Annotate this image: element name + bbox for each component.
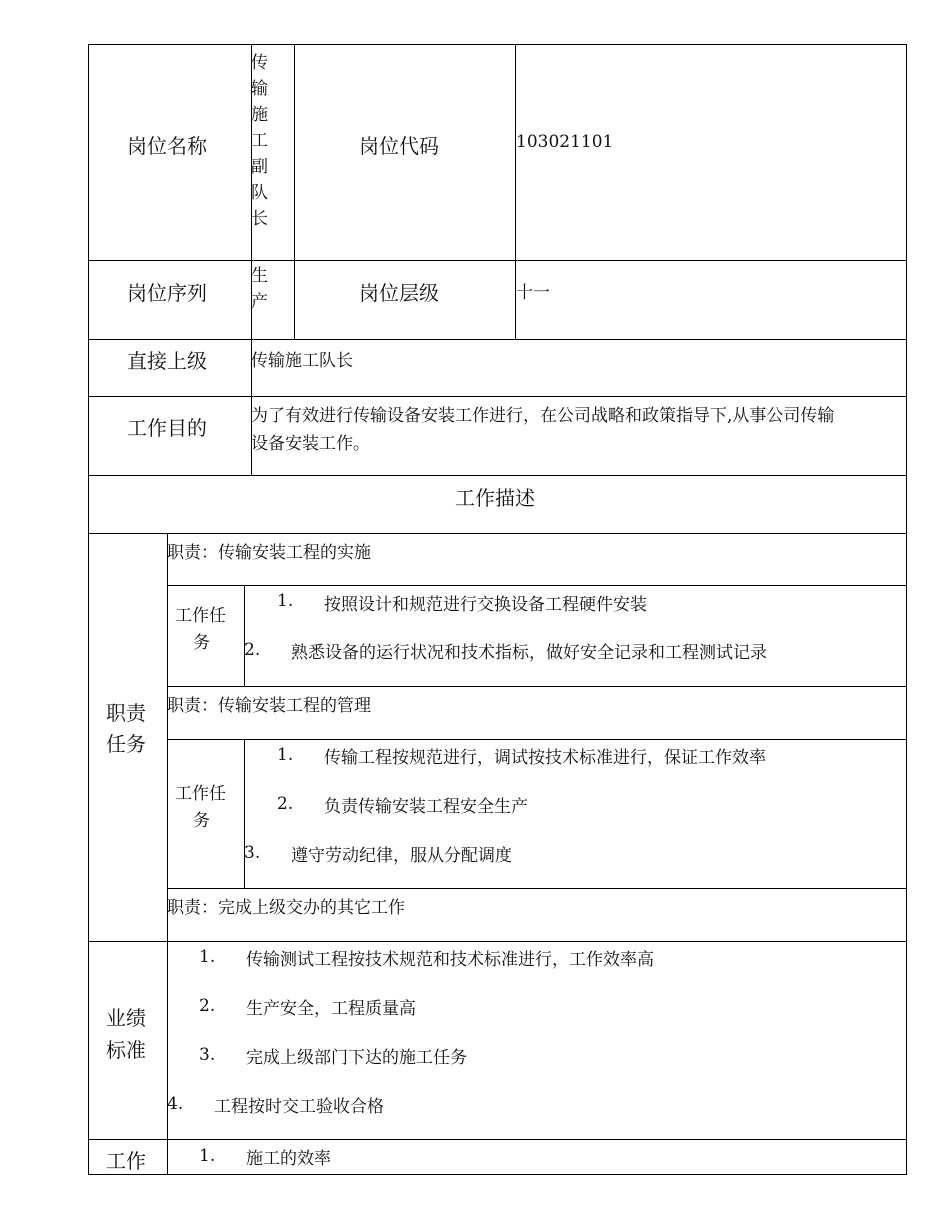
performance-2-text: 生产安全，工程质量高: [246, 999, 416, 1019]
duty-2-title: 职责：传输安装工程的管理: [167, 696, 371, 716]
performance-1-num: 1.: [199, 947, 216, 967]
label-direct-superior: 直接上级: [127, 349, 207, 373]
value-work-purpose-line2: 设备安装工作。: [251, 434, 370, 454]
value-position-name: 传输施工副队长: [251, 53, 268, 229]
work-item-1-num: 1.: [199, 1146, 216, 1166]
performance-4-text: 工程按时交工验收合格: [214, 1097, 384, 1117]
value-position-level: 十一: [516, 283, 550, 303]
label-position-code: 岗位代码: [359, 134, 439, 158]
performance-1-text: 传输测试工程按技术规范和技术标准进行，工作效率高: [246, 950, 654, 970]
duty-1-task-label-line1: 工作任: [175, 606, 226, 626]
value-position-code: 103021101: [516, 132, 614, 152]
duties-label-line2: 任务: [106, 732, 146, 756]
duty-1-task-1-text: 按照设计和规范进行交换设备工程硬件安装: [324, 595, 647, 615]
duties-label-line1: 职责: [106, 701, 146, 725]
performance-label-line2: 标准: [106, 1038, 146, 1062]
label-work-purpose: 工作目的: [127, 416, 207, 440]
cell-value-code: [515, 44, 907, 261]
value-direct-superior: 传输施工队长: [251, 351, 353, 371]
duty-1-task-1-num: 1.: [277, 591, 294, 611]
duty-1-title: 职责：传输安装工程的实施: [167, 543, 371, 563]
performance-4-num: 4.: [167, 1094, 184, 1114]
performance-3-text: 完成上级部门下达的施工任务: [246, 1048, 467, 1068]
performance-3-num: 3.: [199, 1045, 216, 1065]
duty-3-title: 职责：完成上级交办的其它工作: [167, 898, 405, 918]
value-work-purpose-line1: 为了有效进行传输设备安装工作进行，在公司战略和政策指导下,从事公司传输: [251, 406, 835, 426]
duty-1-task-label-line2: 务: [193, 633, 210, 653]
label-position-series: 岗位序列: [127, 281, 207, 305]
duty-2-task-label-line2: 务: [193, 811, 210, 831]
work-item-1-text: 施工的效率: [246, 1149, 331, 1169]
duty-2-task-3-num: 3.: [244, 843, 261, 863]
duty-2-task-1-text: 传输工程按规范进行，调试按技术标准进行，保证工作效率: [324, 748, 766, 768]
performance-label-line1: 业绩: [106, 1006, 146, 1030]
duty-1-task-2-text: 熟悉设备的运行状况和技术指标，做好安全记录和工程测试记录: [291, 643, 767, 663]
value-position-series: 生产: [251, 266, 268, 312]
duty-2-task-1-num: 1.: [277, 745, 294, 765]
duty-2-task-2-num: 2.: [277, 794, 294, 814]
work-label: 工作: [106, 1149, 146, 1173]
cell-value-level: [515, 260, 907, 340]
label-position-name: 岗位名称: [127, 134, 207, 158]
duty-2-task-label-line1: 工作任: [175, 784, 226, 804]
section-title: 工作描述: [455, 486, 535, 510]
label-position-level: 岗位层级: [359, 281, 439, 305]
performance-2-num: 2.: [199, 996, 216, 1016]
duty-1-task-2-num: 2.: [244, 640, 261, 660]
duty-2-task-3-text: 遵守劳动纪律，服从分配调度: [291, 846, 512, 866]
duty-2-task-2-text: 负责传输安装工程安全生产: [324, 797, 528, 817]
